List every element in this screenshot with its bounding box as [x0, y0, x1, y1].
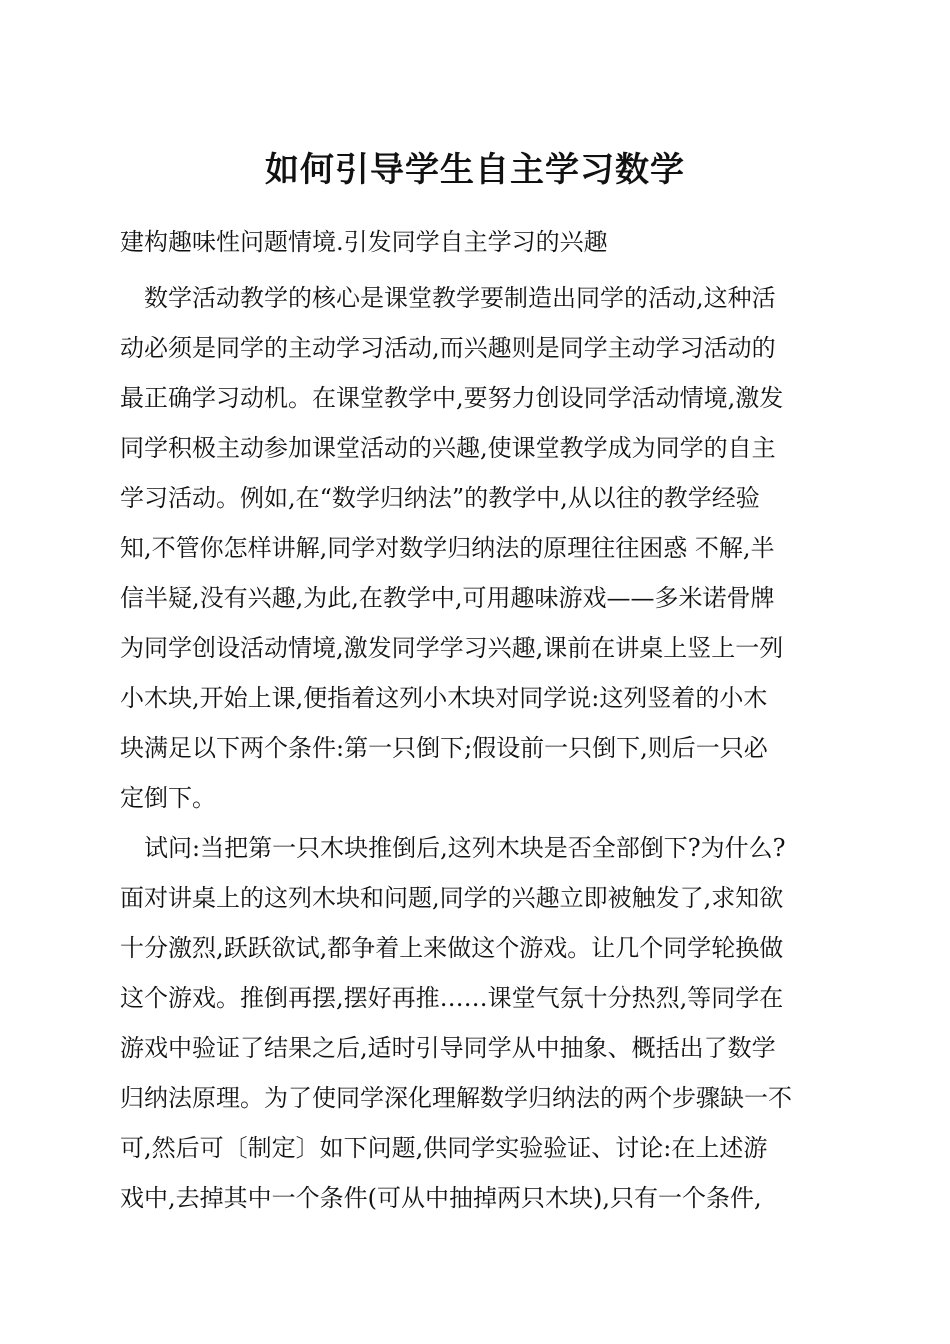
paragraph-line: 归纳法原理。为了使同学深化理解数学归纳法的两个步骤缺一不 — [120, 1084, 792, 1112]
paragraph-line: 学习活动。例如,在“数学归纳法”的教学中,从以往的教学经验 — [120, 484, 760, 512]
section-heading: 建构趣味性问题情境.引发同学自主学习的兴趣 — [120, 228, 608, 256]
paragraph-line: 块满足以下两个条件:第一只倒下;假设前一只倒下,则后一只必 — [120, 734, 768, 762]
paragraph-line: 可,然后可〔制定〕如下问题,供同学实验验证、讨论:在上述游 — [120, 1134, 768, 1162]
paragraph-line: 面对讲桌上的这列木块和问题,同学的兴趣立即被触发了,求知欲 — [120, 884, 784, 912]
paragraph-line: 最正确学习动机。在课堂教学中,要努力创设同学活动情境,激发 — [120, 384, 784, 412]
paragraph-line: 这个游戏。推倒再摆,摆好再推……课堂气氛十分热烈,等同学在 — [120, 984, 784, 1012]
paragraph — [120, 823, 840, 1223]
paragraph-line: 戏中,去掉其中一个条件(可从中抽掉两只木块),只有一个条件, — [120, 1184, 762, 1212]
paragraph-line: 同学积极主动参加课堂活动的兴趣,使课堂教学成为同学的自主 — [120, 434, 776, 462]
paragraph-line: 为同学创设活动情境,激发同学学习兴趣,课前在讲桌上竖上一列 — [120, 634, 784, 662]
paragraph-line: 游戏中验证了结果之后,适时引导同学从中抽象、概括出了数学 — [120, 1034, 776, 1062]
paragraph-line: 试问:当把第一只木块推倒后,这列木块是否全部倒下?为什么? — [144, 834, 786, 862]
paragraph-line: 小木块,开始上课,便指着这列小木块对同学说:这列竖着的小木 — [120, 684, 768, 712]
paragraph-line: 动必须是同学的主动学习活动,而兴趣则是同学主动学习活动的 — [120, 334, 776, 362]
paragraph-line: 知,不管你怎样讲解,同学对数学归纳法的原理往往困惑 不解,半 — [120, 534, 775, 562]
paragraph-line: 信半疑,没有兴趣,为此,在教学中,可用趣味游戏——多米诺骨牌 — [120, 584, 775, 612]
paragraph-line: 数学活动教学的核心是课堂教学要制造出同学的活动,这种活 — [144, 284, 776, 312]
paragraph-line: 十分激烈,跃跃欲试,都争着上来做这个游戏。让几个同学轮换做 — [120, 934, 784, 962]
paragraph-line: 定倒下。 — [120, 784, 216, 812]
paragraph — [120, 273, 840, 823]
document-title: 如何引导学生自主学习数学 — [265, 150, 685, 190]
